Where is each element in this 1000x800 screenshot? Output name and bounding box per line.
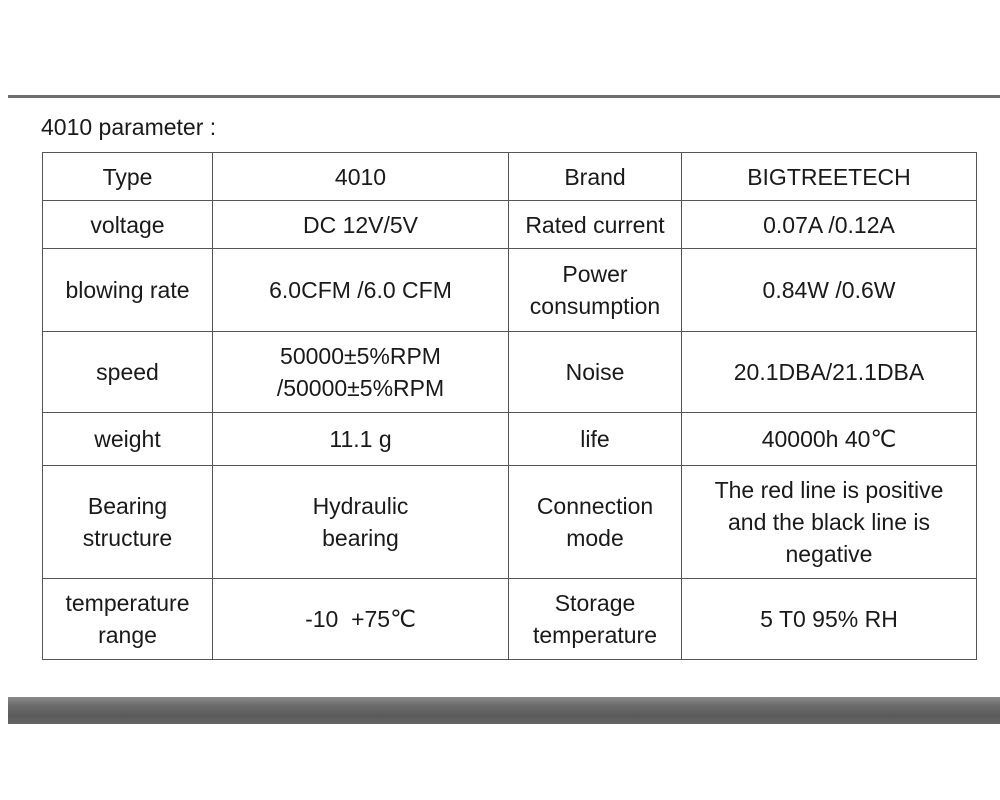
param-value: 50000±5%RPM /50000±5%RPM <box>213 332 509 413</box>
section-heading: 4010 parameter : <box>41 114 217 140</box>
param-label: blowing rate <box>43 249 213 332</box>
param-label: Power consumption <box>509 249 682 332</box>
param-value: 20.1DBA/21.1DBA <box>682 332 977 413</box>
param-value: 0.07A /0.12A <box>682 201 977 249</box>
param-label: temperature range <box>43 579 213 660</box>
bottom-band <box>8 697 1000 724</box>
param-label: speed <box>43 332 213 413</box>
table-row <box>43 153 977 201</box>
param-value: 40000h 40℃ <box>682 413 977 466</box>
table-row <box>43 249 977 332</box>
param-value: 11.1 g <box>213 413 509 466</box>
param-value: 4010 <box>213 153 509 201</box>
param-label: Noise <box>509 332 682 413</box>
param-value: DC 12V/5V <box>213 201 509 249</box>
param-value: -10 +75℃ <box>213 579 509 660</box>
param-label: Storage temperature <box>509 579 682 660</box>
table-row <box>43 579 977 660</box>
param-value: 5 T0 95% RH <box>682 579 977 660</box>
param-label: Connection mode <box>509 466 682 579</box>
table-row <box>43 201 977 249</box>
table-row <box>43 413 977 466</box>
table-row <box>43 332 977 413</box>
param-value: 0.84W /0.6W <box>682 249 977 332</box>
param-label: Brand <box>509 153 682 201</box>
param-label: Type <box>43 153 213 201</box>
param-value: Hydraulic bearing <box>213 466 509 579</box>
param-value: The red line is positive and the black line is negative <box>682 466 977 579</box>
top-divider <box>8 95 1000 98</box>
param-label: weight <box>43 413 213 466</box>
param-label: life <box>509 413 682 466</box>
table-row <box>43 466 977 579</box>
parameter-table <box>42 152 977 660</box>
param-value: BIGTREETECH <box>682 153 977 201</box>
param-value: 6.0CFM /6.0 CFM <box>213 249 509 332</box>
param-label: Rated current <box>509 201 682 249</box>
param-label: voltage <box>43 201 213 249</box>
param-label: Bearing structure <box>43 466 213 579</box>
